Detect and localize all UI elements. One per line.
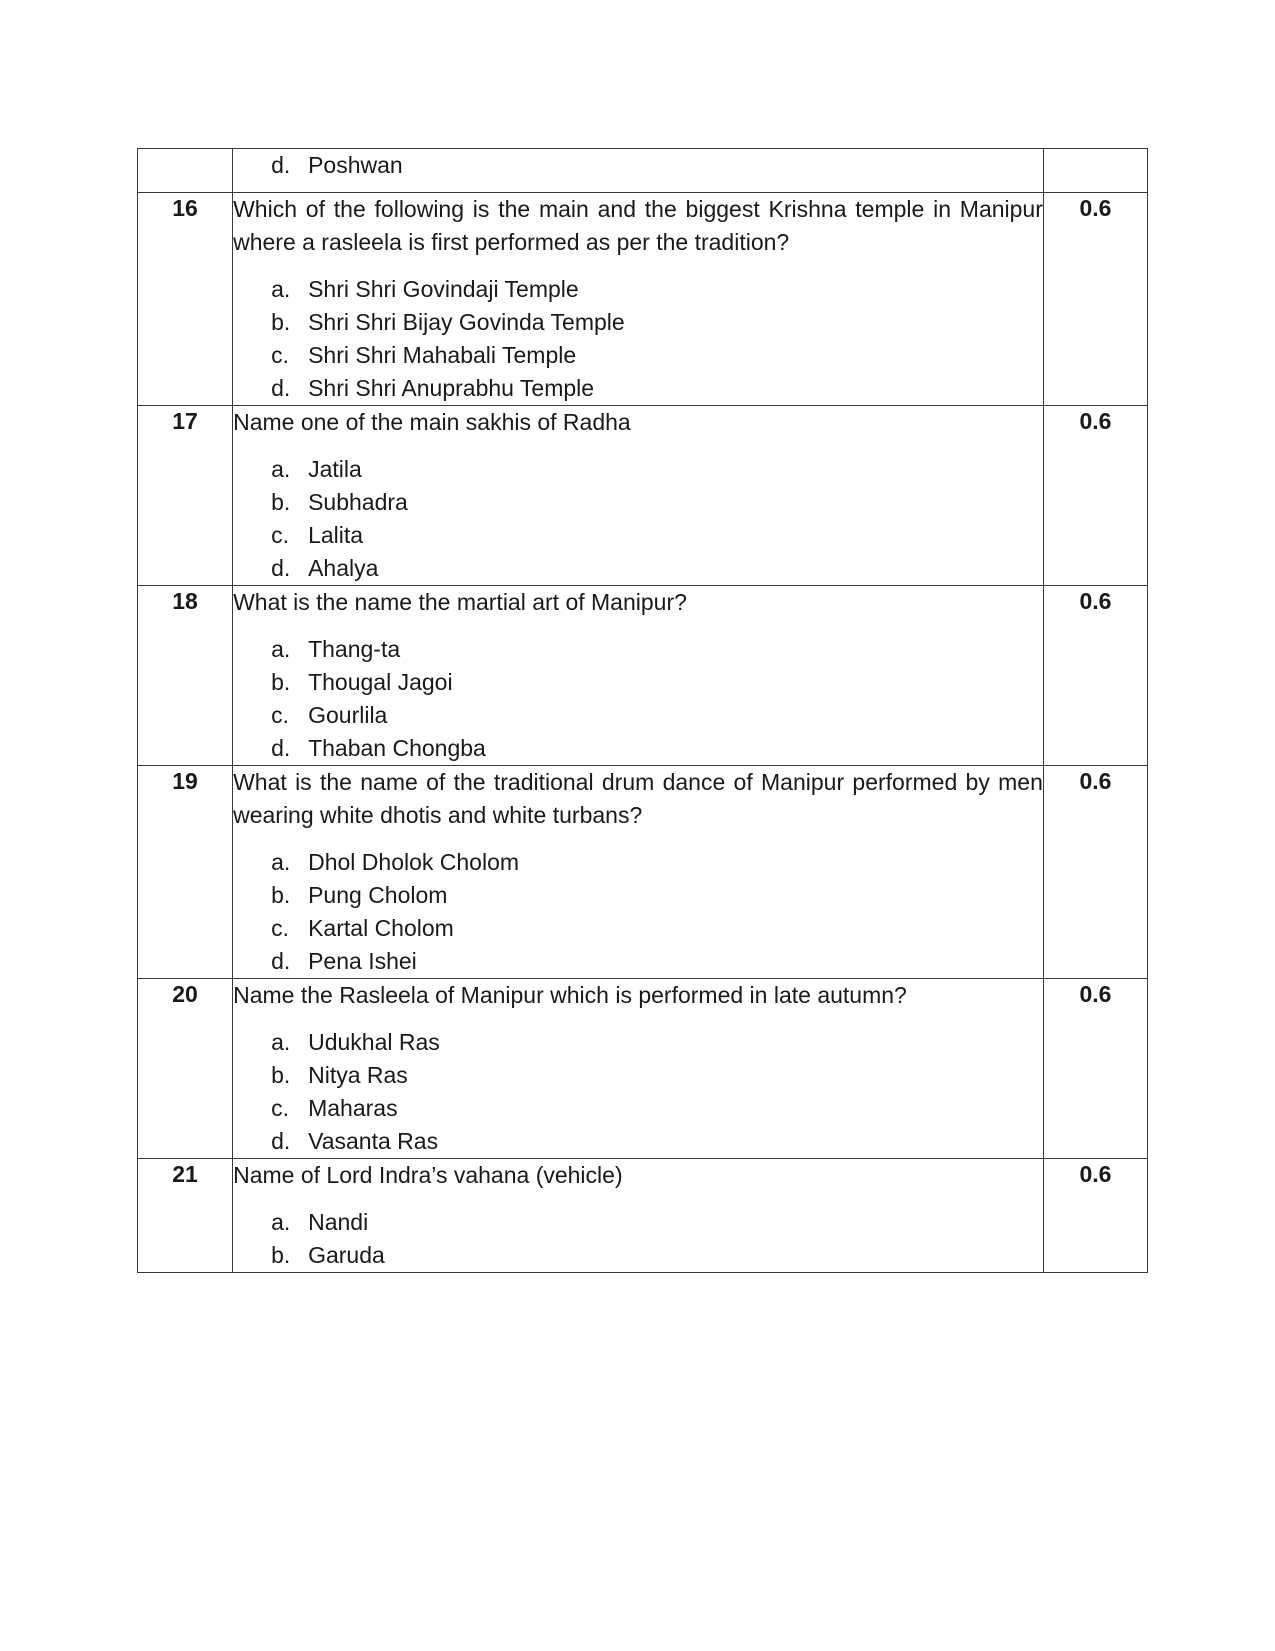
question-table-body: [138, 149, 1148, 1273]
question-marks: 0.6: [1043, 1159, 1147, 1273]
marks-cell: [1043, 149, 1147, 193]
option-text: Lalita: [308, 522, 364, 548]
option-list: [233, 149, 1043, 182]
option-label: d.: [271, 375, 291, 401]
option-label: a.: [271, 276, 291, 302]
option-label: b.: [271, 669, 291, 695]
option-text: Shri Shri Anuprabhu Temple: [308, 375, 595, 401]
option-label: a.: [271, 636, 291, 662]
option-label: d.: [271, 152, 291, 178]
option-text: Kartal Cholom: [308, 915, 454, 941]
question-marks: 0.6: [1043, 586, 1147, 766]
option-list: [233, 1206, 1043, 1272]
option-text: Vasanta Ras: [308, 1128, 439, 1154]
option-list: [233, 273, 1043, 405]
option-item: [271, 912, 1043, 945]
option-text: Gourlila: [308, 702, 388, 728]
option-label: c.: [271, 1095, 289, 1121]
question-marks: 0.6: [1043, 193, 1147, 406]
option-item: [271, 372, 1043, 405]
option-item: [271, 945, 1043, 978]
option-item: [271, 306, 1043, 339]
option-item: [271, 1092, 1043, 1125]
question-number: 21: [138, 1159, 233, 1273]
option-text: Ahalya: [308, 555, 379, 581]
option-item: [271, 1206, 1043, 1239]
question-number-cell: [138, 149, 233, 193]
option-item: [271, 1125, 1043, 1158]
option-label: a.: [271, 456, 291, 482]
option-text: Shri Shri Govindaji Temple: [308, 276, 579, 302]
option-label: b.: [271, 1242, 291, 1268]
option-item: [271, 666, 1043, 699]
question-number: 18: [138, 586, 233, 766]
question-number: 20: [138, 979, 233, 1159]
option-item: [271, 1059, 1043, 1092]
option-label: a.: [271, 849, 291, 875]
option-label: c.: [271, 915, 289, 941]
question-marks: 0.6: [1043, 979, 1147, 1159]
question-text: Name one of the main sakhis of Radha: [233, 409, 631, 435]
question-cell: [233, 586, 1044, 766]
option-label: b.: [271, 309, 291, 335]
option-label: d.: [271, 1128, 291, 1154]
option-list: [233, 633, 1043, 765]
option-text: Thang-ta: [308, 636, 401, 662]
option-text: Nitya Ras: [308, 1062, 408, 1088]
question-cell: [233, 979, 1044, 1159]
option-item: [271, 732, 1043, 765]
option-item: [271, 699, 1043, 732]
option-item: [271, 879, 1043, 912]
option-item: [271, 1239, 1043, 1272]
option-text: Subhadra: [308, 489, 408, 515]
question-text: Name the Rasleela of Manipur which is performed in late autumn?: [233, 982, 907, 1008]
question-marks: 0.6: [1043, 406, 1147, 586]
question-cell: [233, 406, 1044, 586]
option-item: [271, 633, 1043, 666]
continued-row: [138, 149, 1148, 193]
option-text: Thougal Jagoi: [308, 669, 453, 695]
option-text: Pung Cholom: [308, 882, 448, 908]
option-label: b.: [271, 882, 291, 908]
question-row: [138, 406, 1148, 586]
option-label: a.: [271, 1029, 291, 1055]
option-label: c.: [271, 522, 289, 548]
question-marks: 0.6: [1043, 766, 1147, 979]
option-text: Thaban Chongba: [308, 735, 486, 761]
option-item: [271, 339, 1043, 372]
option-text: Dhol Dholok Cholom: [308, 849, 520, 875]
question-text: Name of Lord Indra’s vahana (vehicle): [233, 1162, 623, 1188]
option-item: [271, 486, 1043, 519]
option-item: [271, 552, 1043, 585]
option-text: Pena Ishei: [308, 948, 417, 974]
option-text: Jatila: [308, 456, 362, 482]
question-cell: [233, 766, 1044, 979]
question-row: [138, 193, 1148, 406]
option-label: b.: [271, 489, 291, 515]
option-label: d.: [271, 555, 291, 581]
question-cell: [233, 193, 1044, 406]
question-cell: [233, 1159, 1044, 1273]
question-row: [138, 1159, 1148, 1273]
option-text: Udukhal Ras: [308, 1029, 440, 1055]
question-row: [138, 586, 1148, 766]
option-item: [271, 453, 1043, 486]
option-item: [271, 149, 1043, 182]
option-text: Poshwan: [308, 152, 403, 178]
option-label: c.: [271, 702, 289, 728]
question-row: [138, 766, 1148, 979]
option-item: [271, 273, 1043, 306]
question-number: 16: [138, 193, 233, 406]
option-item: [271, 846, 1043, 879]
question-table: [137, 148, 1148, 1273]
option-label: a.: [271, 1209, 291, 1235]
question-text: What is the name the martial art of Manipur?: [233, 589, 687, 615]
option-text: Nandi: [308, 1209, 369, 1235]
option-text: Shri Shri Mahabali Temple: [308, 342, 577, 368]
option-text: Garuda: [308, 1242, 385, 1268]
option-label: b.: [271, 1062, 291, 1088]
question-cell: [233, 149, 1044, 193]
question-row: [138, 979, 1148, 1159]
question-text: What is the name of the traditional drum dance of Manipur performed by men wearing white dhotis and white turbans?: [233, 769, 1043, 828]
option-item: [271, 519, 1043, 552]
option-label: c.: [271, 342, 289, 368]
option-item: [271, 1026, 1043, 1059]
option-list: [233, 846, 1043, 978]
option-label: d.: [271, 735, 291, 761]
question-number: 19: [138, 766, 233, 979]
option-text: Maharas: [308, 1095, 398, 1121]
option-list: [233, 453, 1043, 585]
option-label: d.: [271, 948, 291, 974]
question-number: 17: [138, 406, 233, 586]
question-text: Which of the following is the main and the biggest Krishna temple in Manipur where a rasleela is first performed as per the tradition?: [233, 196, 1043, 255]
option-text: Shri Shri Bijay Govinda Temple: [308, 309, 625, 335]
option-list: [233, 1026, 1043, 1158]
